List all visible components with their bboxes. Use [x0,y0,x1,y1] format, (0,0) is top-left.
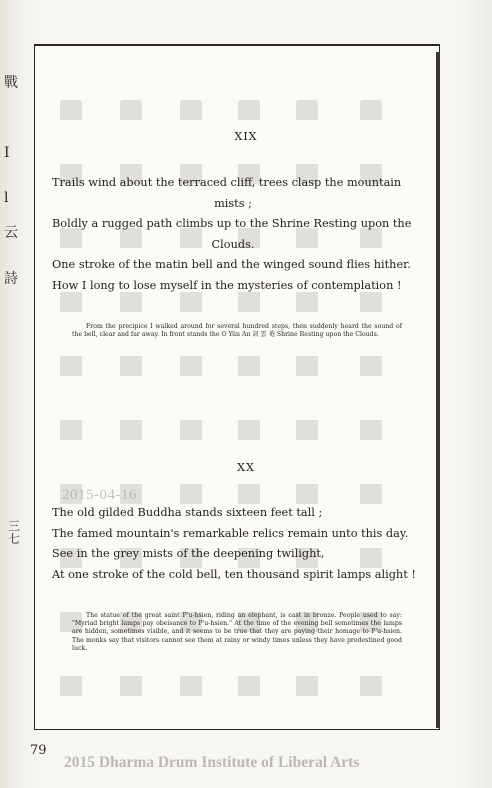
verse-line: At one stroke of the cold bell, ten thousand spirit lamps alight ! [52,567,416,581]
footnote-xix: From the precipice I walked around for several hundred steps, then suddenly heard the sound of the bell, clear and far away. In front stands the O Yün An 訊 雲 菴 Shrine Resting upon the Clouds. [72,323,402,339]
verse-line-continuation: mists ; [214,196,252,210]
verse-line: Boldly a rugged path climbs up to the Shrine Resting upon the [52,217,412,230]
footnote-xx: The statue of the great saint P'u-hsien, riding an elephant, is cast in bronze. People used to say: "Myriad bright lamps pay obeisance to P'u-hsien." At the time of the evening bell sometimes the lamps are hidden, sometimes visible, and it seems to be true that they are paying their homage to P'u-hsien. The monks say that visitors cannot see them at rainy or windy times unless they have predestined good luck. [72,612,402,652]
verse-line: The old gilded Buddha stands sixteen feet tall ; [52,506,323,519]
date-stamp: 2015-04-16 [62,487,137,503]
verse-line: Trails wind about the terraced cliff, trees clasp the mountain [52,176,402,189]
verse-line: The famed mountain's remarkable relics remain unto this day. [52,526,409,540]
frame-shadow [436,52,440,728]
margin-glyph-5: 詩 [4,271,18,287]
margin-lower-glyph: 三 七 [8,519,21,546]
margin-glyph-1: 戰 [4,75,18,91]
watermark: 2015 Dharma Drum Institute of Liberal Arts [64,754,360,771]
poem-xx [52,503,414,585]
margin-glyph-3: l [4,190,9,206]
margin-glyph-2: I [4,145,10,161]
poem-heading-xx: XX [237,461,255,474]
verse-line: One stroke of the matin bell and the winged sound flies hither. [52,258,411,271]
verse-line: See in the grey mists of the deepening twilight, [52,547,325,560]
verse-line: How I long to lose myself in the mysteries of contemplation ! [52,278,402,292]
verse-line-continuation: Clouds. [211,237,255,251]
poem-xix [52,173,414,296]
margin-glyph-4: 云 [4,225,18,241]
poem-heading-xix: XIX [234,130,258,143]
page-number: 79 [30,743,47,758]
